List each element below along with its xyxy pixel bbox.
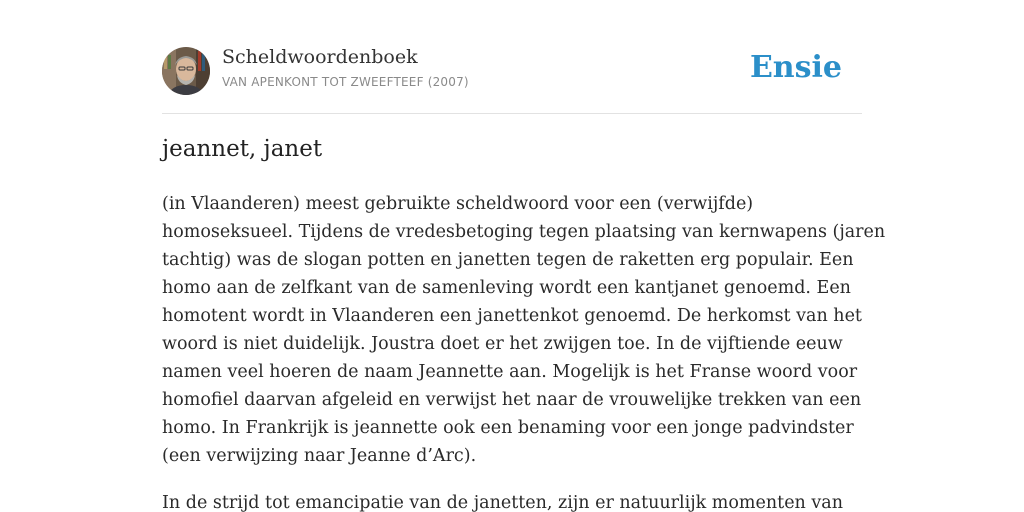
- definition-line: homo aan de zelfkant van de samenleving wordt een kantjanet genoemd. Een: [162, 278, 851, 298]
- definition-line: homoseksueel. Tijdens de vredesbetoging tegen plaatsing van kernwapens (jaren: [162, 222, 886, 242]
- definition-line: homotent wordt in Vlaanderen een janettenkot genoemd. De herkomst van het: [162, 306, 862, 326]
- avatar[interactable]: [162, 47, 210, 95]
- definition-line: homo. In Frankrijk is jeannette ook een benaming voor een jonge padvindster: [162, 418, 854, 438]
- definition-line: (in Vlaanderen) meest gebruikte scheldwoord voor een (verwijfde): [162, 194, 754, 214]
- definition-line: homofiel daarvan afgeleid en verwijst het naar de vrouwelijke trekken van een: [162, 390, 862, 410]
- entry-title: jeannet, janet: [162, 136, 323, 162]
- definition-line: (een verwijzing naar Jeanne d’Arc).: [162, 446, 477, 466]
- page-container: [162, 0, 886, 512]
- source-title[interactable]: Scheldwoordenboek: [222, 46, 418, 68]
- definition-line: namen veel hoeren de naam Jeannette aan. Mogelijk is het Franse woord voor: [162, 362, 858, 382]
- definition-line: tachtig) was de slogan potten en janetten tegen de raketten erg populair. Een: [162, 250, 854, 270]
- source-subtitle: VAN APENKONT TOT ZWEEFTEEF (2007): [222, 75, 469, 89]
- brand-logo[interactable]: Ensie: [749, 50, 842, 85]
- definition-line: woord is niet duidelijk. Joustra doet er het zwijgen toe. In de vijftiende eeuw: [162, 334, 843, 354]
- second-paragraph: In de strijd tot emancipatie van de janetten, zijn er natuurlijk momenten van: [162, 493, 843, 512]
- entry-definition: [162, 190, 886, 470]
- source-header: [162, 0, 862, 114]
- author-portrait-avatar: [162, 47, 210, 95]
